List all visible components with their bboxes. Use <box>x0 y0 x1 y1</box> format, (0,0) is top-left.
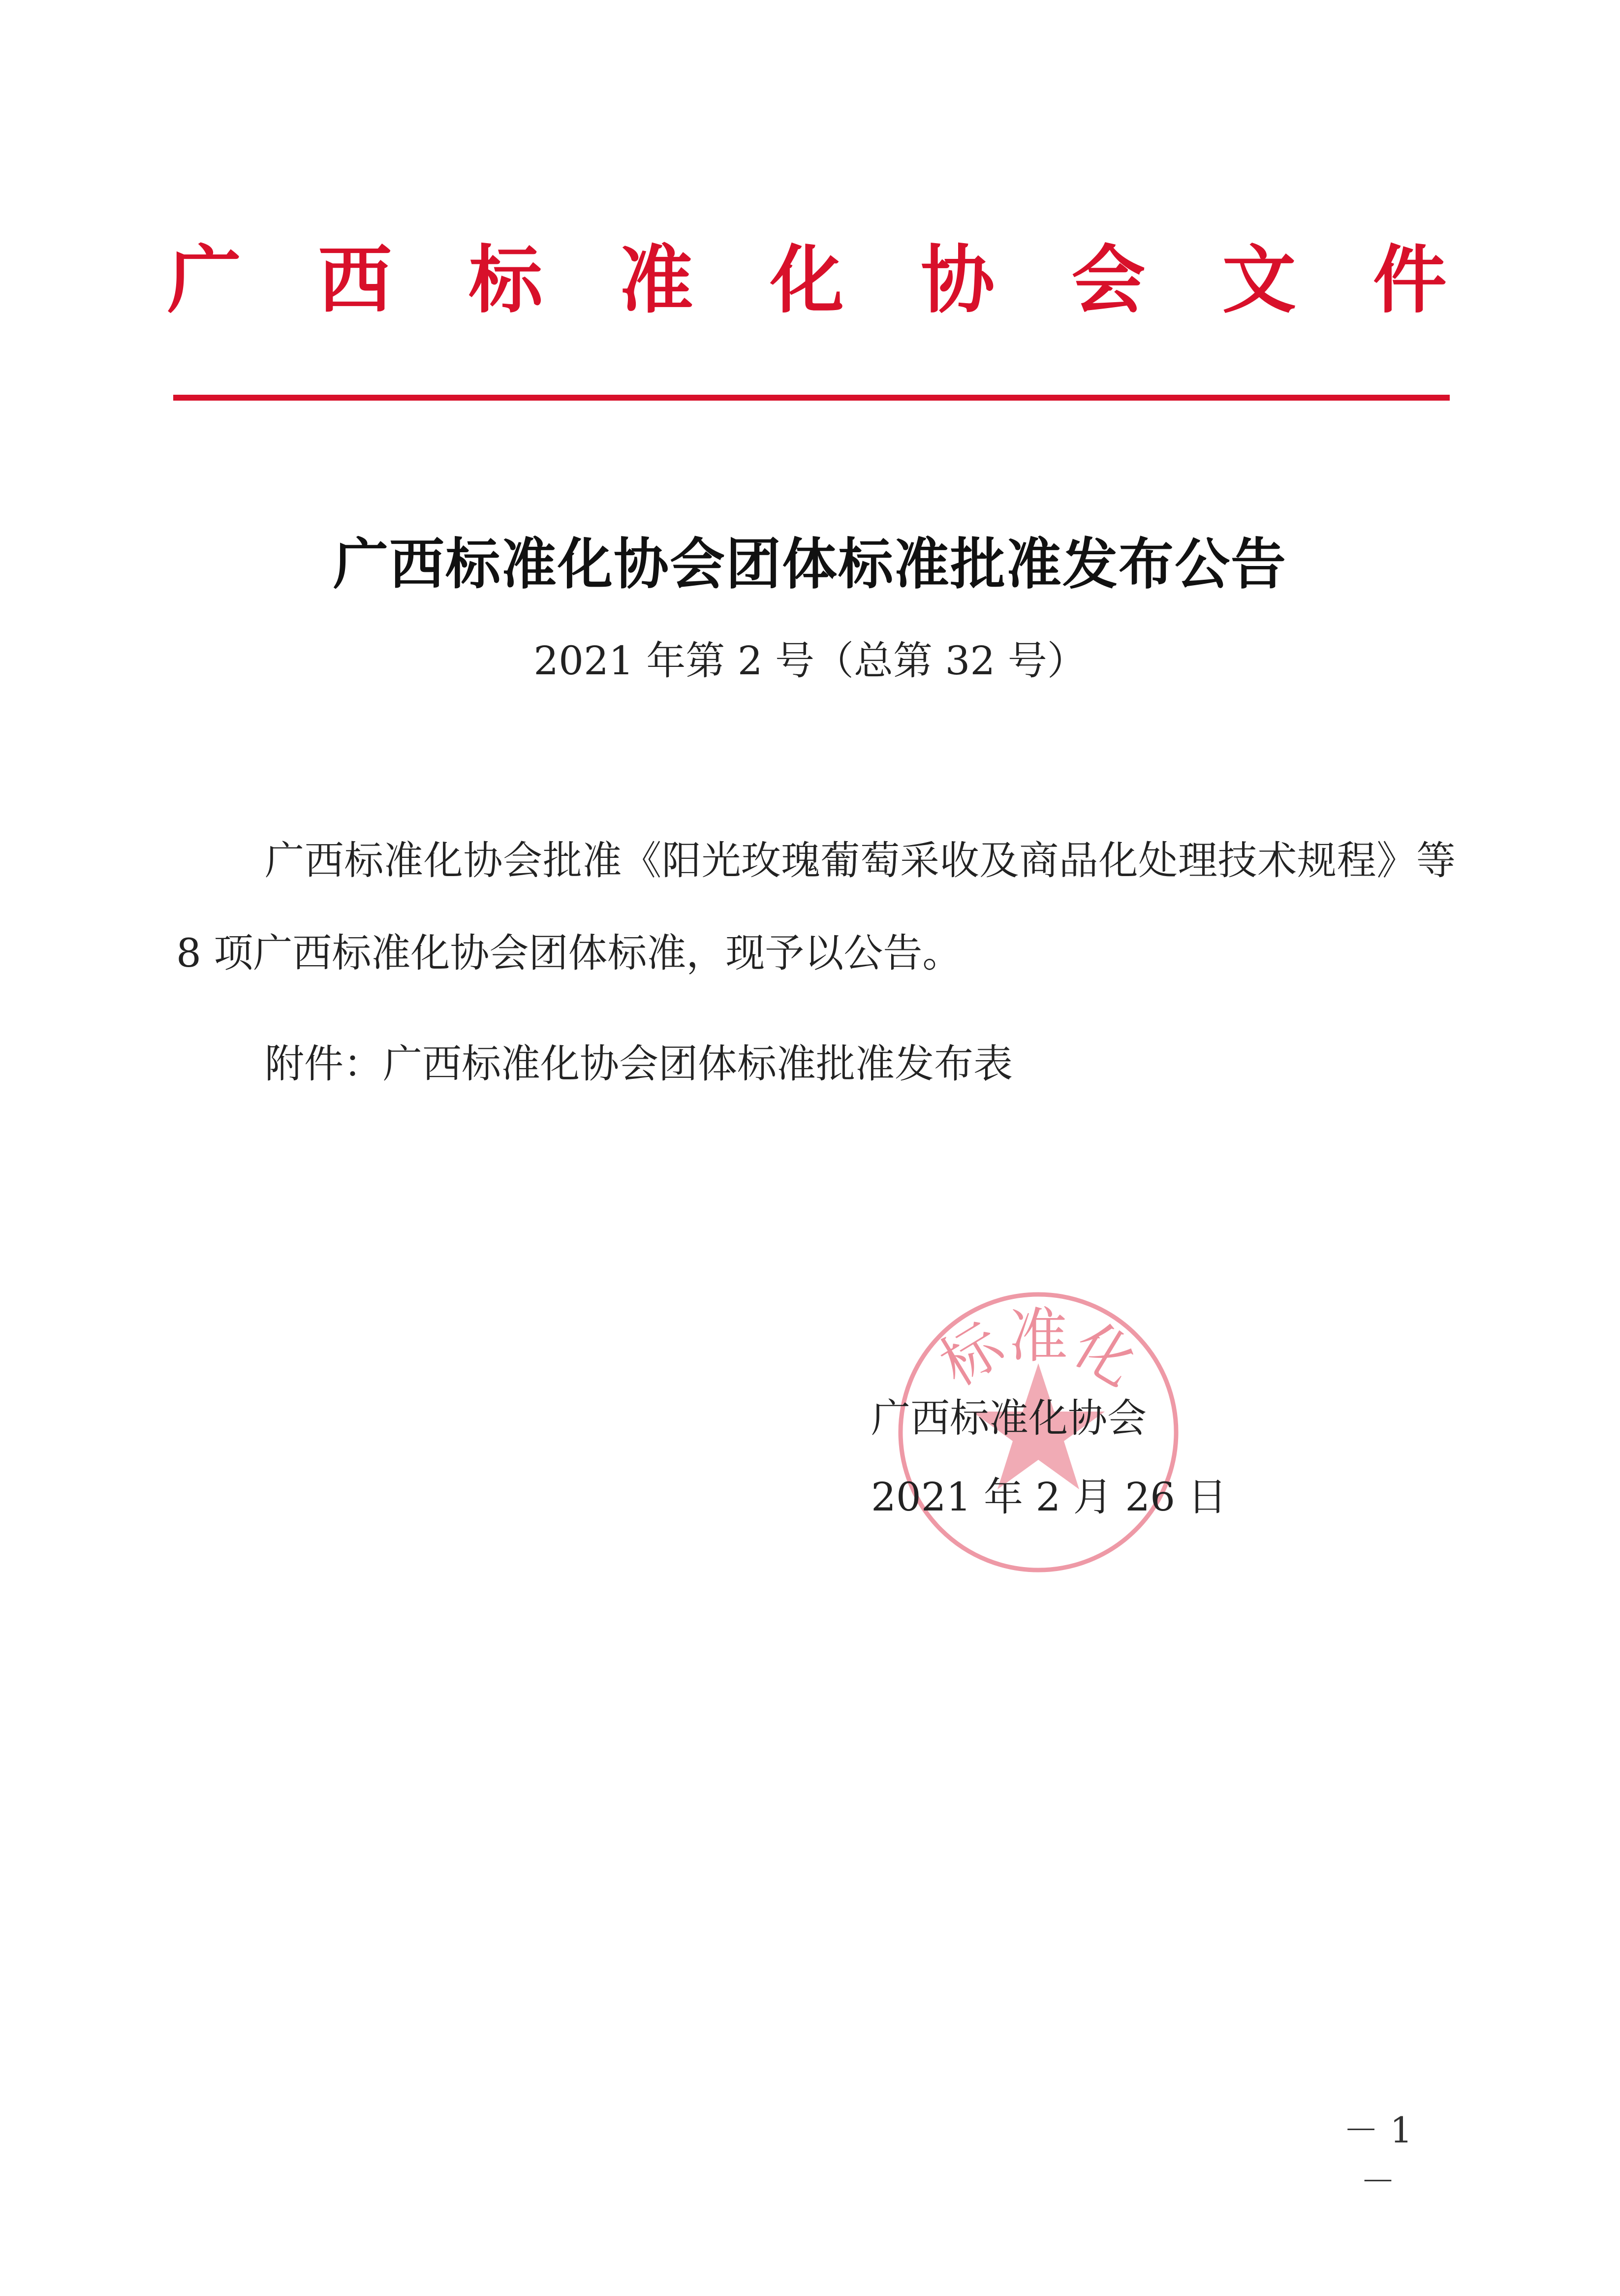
announcement-body: 广西标准化协会批准《阳光玫瑰葡萄采收及商品化处理技术规程》等 8 项广西标准化协会团体标准，现予以公告。 <box>176 838 1456 976</box>
signing-date: 2021 年 2 月 26 日 <box>871 1474 1227 1520</box>
letterhead-divider <box>173 395 1450 401</box>
letterhead-char: 协 <box>921 238 995 323</box>
letterhead-char: 标 <box>468 238 543 323</box>
issue-number: 2021 年第 2 号（总第 32 号） <box>533 638 1087 684</box>
letterhead-char: 化 <box>770 238 844 323</box>
page-number: － 1 － <box>1343 2109 1413 2202</box>
letterhead-char: 文 <box>1222 238 1296 323</box>
document-title: 广西标准化协会团体标准批准发布公告 <box>333 533 1287 597</box>
signing-organization: 广西标准化协会 <box>871 1395 1147 1441</box>
letterhead <box>167 231 1447 330</box>
letterhead-char: 准 <box>619 238 693 323</box>
letterhead-char: 会 <box>1071 238 1146 323</box>
attachment-note: 附件：广西标准化协会团体标准批准发布表 <box>265 1041 1013 1087</box>
letterhead-char: 西 <box>318 238 392 323</box>
letterhead-char: 广 <box>167 238 242 323</box>
seal-text: 标准化 <box>929 1302 1148 1400</box>
letterhead-char: 件 <box>1372 238 1447 323</box>
